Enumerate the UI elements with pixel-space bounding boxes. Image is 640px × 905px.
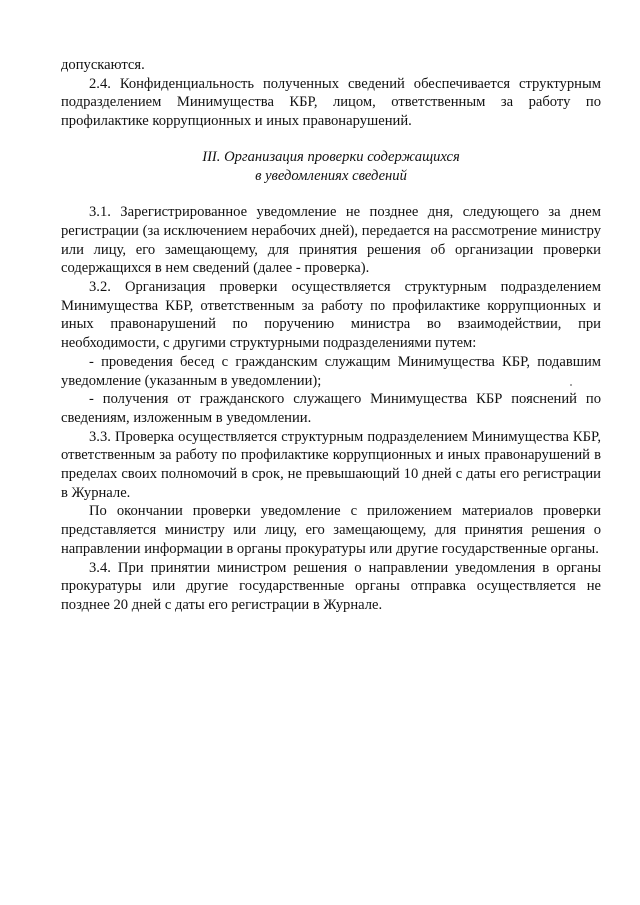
paragraph-3-1: 3.1. Зарегистрированное уведомление не позднее дня, следующего за днем регистрации (за исключением нерабочих дней), передается на рассмотрение министру или лицу, его замещающему, для принятия решения об организации проверки содержащихся в нем сведений (далее - проверка). [61,204,601,277]
paragraph-3-4: 3.4. При принятии министром решения о направлении уведомления в органы прокуратуры или другие государственные органы отправка осуществляется не позднее 20 дней с даты его регистрации в Журнале. [61,559,601,613]
section-heading-line-1: III. Организация проверки содержащихся [202,148,460,165]
list-item-interviews: - проведения бесед с гражданским служащим Минимущества КБР, подавшим уведомление (указанным в уведомлении); [61,353,601,389]
paragraph-continuation: допускаются. [61,57,145,73]
list-item-explanations: - получения от гражданского служащего Минимущества КБР пояснений по сведениям, изложенным в уведомлении. [61,391,601,426]
document-body [61,56,601,615]
scan-speck [570,384,572,386]
section-heading [61,148,601,185]
paragraph-after-check: По окончании проверки уведомление с приложением материалов проверки представляется министру или лицу, его замещающему, для принятия решения о направлении информации в органы прокуратуры или другие государственные органы. [61,503,601,557]
paragraph-3-2: 3.2. Организация проверки осуществляется структурным подразделением Минимущества КБР, ответственным за работу по профилактике коррупционных и иных правонарушений по поручению министра во взаимодействии, при необходимости, с другими структурными подразделениями путем: [61,279,601,352]
paragraph-3-3: 3.3. Проверка осуществляется структурным подразделением Минимущества КБР, ответственным за работу по профилактике коррупционных и иных правонарушений в пределах своих полномочий в срок, не превышающий 10 дней с даты его регистрации в Журнале. [61,428,601,501]
section-heading-line-2: в уведомлениях сведений [255,167,407,184]
paragraph-2-4: 2.4. Конфиденциальность полученных сведений обеспечивается структурным подразделением Минимущества КБР, лицом, ответственным за работу по профилактике коррупционных и иных правонарушений. [61,75,601,130]
